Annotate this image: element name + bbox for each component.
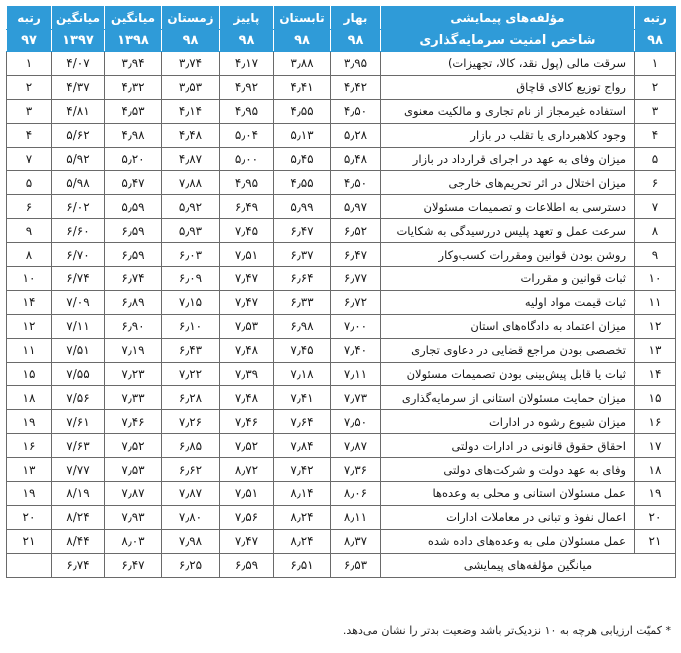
cell-autumn: ۷٫۵۶ xyxy=(220,505,274,529)
cell-winter: ۴٫۴۸ xyxy=(162,123,220,147)
cell-winter: ۵٫۹۳ xyxy=(162,219,220,243)
cell-avg1397: ۶/۰۲ xyxy=(52,195,105,219)
cell-spring: ۵٫۹۷ xyxy=(331,195,381,219)
cell-avg1398: ۶٫۸۹ xyxy=(105,290,162,314)
cell-spring: ۶٫۷۲ xyxy=(331,290,381,314)
cell-summer: ۸٫۲۴ xyxy=(274,505,331,529)
cell-component: میزان شیوع رشوه در ادارات xyxy=(381,410,635,434)
header-winter-year: ۹۸ xyxy=(162,30,220,52)
cell-summer: ۷٫۴۲ xyxy=(274,458,331,482)
cell-avg1397: ۴/۳۷ xyxy=(52,75,105,99)
cell-component: استفاده غیرمجاز از نام تجاری و مالکیت معنوی xyxy=(381,99,635,123)
cell-autumn: ۷٫۴۸ xyxy=(220,338,274,362)
cell-component: میزان حمایت مسئولان استانی از سرمایه‌گذاری xyxy=(381,386,635,410)
cell-winter: ۵٫۹۲ xyxy=(162,195,220,219)
cell-autumn: ۷٫۴۶ xyxy=(220,410,274,434)
cell-component: عمل مسئولان استانی و محلی به وعده‌ها xyxy=(381,482,635,506)
cell-avg1398: ۵٫۴۷ xyxy=(105,171,162,195)
cell-rank98: ۱۸ xyxy=(635,458,676,482)
cell-summer: ۴٫۴۱ xyxy=(274,75,331,99)
cell-summer: ۶٫۹۸ xyxy=(274,314,331,338)
table-row xyxy=(7,219,676,243)
cell-avg1398: ۶٫۷۴ xyxy=(105,267,162,291)
cell-rank98: ۳ xyxy=(635,99,676,123)
table-row xyxy=(7,195,676,219)
cell-component: احقاق حقوق قانونی در ادارات دولتی xyxy=(381,434,635,458)
cell-summer: ۶٫۴۷ xyxy=(274,219,331,243)
cell-winter: ۷٫۲۶ xyxy=(162,410,220,434)
avg-spring: ۶٫۵۳ xyxy=(331,553,381,577)
cell-autumn: ۵٫۰۰ xyxy=(220,147,274,171)
cell-spring: ۷٫۵۰ xyxy=(331,410,381,434)
cell-rank97: ۸ xyxy=(7,243,52,267)
cell-rank97: ۲ xyxy=(7,75,52,99)
cell-component: اعمال نفوذ و تبانی در معاملات ادارات xyxy=(381,505,635,529)
cell-winter: ۳٫۵۳ xyxy=(162,75,220,99)
cell-summer: ۳٫۸۸ xyxy=(274,52,331,76)
cell-avg1398: ۴٫۳۲ xyxy=(105,75,162,99)
cell-summer: ۷٫۴۱ xyxy=(274,386,331,410)
cell-rank98: ۱۶ xyxy=(635,410,676,434)
cell-avg1398: ۷٫۲۳ xyxy=(105,362,162,386)
cell-summer: ۵٫۱۳ xyxy=(274,123,331,147)
cell-rank98: ۷ xyxy=(635,195,676,219)
cell-autumn: ۷٫۵۱ xyxy=(220,482,274,506)
cell-rank98: ۲ xyxy=(635,75,676,99)
cell-spring: ۷٫۷۳ xyxy=(331,386,381,410)
cell-spring: ۷٫۸۷ xyxy=(331,434,381,458)
cell-winter: ۴٫۸۷ xyxy=(162,147,220,171)
cell-avg1398: ۵٫۲۰ xyxy=(105,147,162,171)
cell-spring: ۴٫۴۲ xyxy=(331,75,381,99)
cell-avg1397: ۶/۶۰ xyxy=(52,219,105,243)
cell-component: وجود کلاهبرداری یا تقلب در بازار xyxy=(381,123,635,147)
cell-rank98: ۶ xyxy=(635,171,676,195)
cell-summer: ۶٫۳۳ xyxy=(274,290,331,314)
cell-rank98: ۱۲ xyxy=(635,314,676,338)
cell-rank97: ۷ xyxy=(7,147,52,171)
table-row xyxy=(7,171,676,195)
cell-rank97: ۳ xyxy=(7,99,52,123)
table-row xyxy=(7,505,676,529)
cell-avg1397: ۵/۶۲ xyxy=(52,123,105,147)
cell-rank97: ۲۰ xyxy=(7,505,52,529)
cell-autumn: ۷٫۴۷ xyxy=(220,529,274,553)
cell-avg1398: ۷٫۵۲ xyxy=(105,434,162,458)
cell-component: سرعت عمل و تعهد پلیس دررسیدگی به شکایات xyxy=(381,219,635,243)
cell-rank97: ۱۱ xyxy=(7,338,52,362)
cell-summer: ۶٫۳۷ xyxy=(274,243,331,267)
cell-winter: ۷٫۲۲ xyxy=(162,362,220,386)
cell-rank97: ۹ xyxy=(7,219,52,243)
table-row xyxy=(7,338,676,362)
table-row xyxy=(7,267,676,291)
cell-rank98: ۱۳ xyxy=(635,338,676,362)
table-row xyxy=(7,529,676,553)
cell-spring: ۷٫۴۰ xyxy=(331,338,381,362)
cell-autumn: ۷٫۴۷ xyxy=(220,267,274,291)
cell-summer: ۸٫۲۴ xyxy=(274,529,331,553)
cell-winter: ۶٫۸۵ xyxy=(162,434,220,458)
table-body xyxy=(7,52,676,578)
cell-rank98: ۱۷ xyxy=(635,434,676,458)
average-row xyxy=(7,553,676,577)
header-avg1397-year: ۱۳۹۷ xyxy=(52,30,105,52)
table-row xyxy=(7,410,676,434)
cell-avg1397: ۷/۱۱ xyxy=(52,314,105,338)
header-summer-year: ۹۸ xyxy=(274,30,331,52)
cell-autumn: ۷٫۵۱ xyxy=(220,243,274,267)
header-rank98: رتبه xyxy=(635,7,676,30)
cell-winter: ۷٫۸۰ xyxy=(162,505,220,529)
cell-rank97: ۶ xyxy=(7,195,52,219)
cell-spring: ۴٫۵۰ xyxy=(331,99,381,123)
cell-rank97: ۱۹ xyxy=(7,482,52,506)
average-row-label: میانگین مؤلفه‌های پیمایشی xyxy=(381,553,676,577)
cell-avg1397: ۴/۸۱ xyxy=(52,99,105,123)
cell-avg1398: ۷٫۴۶ xyxy=(105,410,162,434)
cell-avg1397: ۷/۶۱ xyxy=(52,410,105,434)
cell-spring: ۴٫۵۰ xyxy=(331,171,381,195)
cell-autumn: ۶٫۴۹ xyxy=(220,195,274,219)
cell-rank98: ۱ xyxy=(635,52,676,76)
cell-spring: ۵٫۲۸ xyxy=(331,123,381,147)
cell-spring: ۶٫۷۷ xyxy=(331,267,381,291)
cell-summer: ۷٫۸۴ xyxy=(274,434,331,458)
header-component: مؤلفه‌های پیمایشی xyxy=(381,7,635,30)
cell-rank97: ۴ xyxy=(7,123,52,147)
cell-rank97: ۱۶ xyxy=(7,434,52,458)
cell-avg1398: ۷٫۵۳ xyxy=(105,458,162,482)
cell-summer: ۶٫۶۴ xyxy=(274,267,331,291)
cell-winter: ۳٫۷۴ xyxy=(162,52,220,76)
cell-winter: ۷٫۹۸ xyxy=(162,529,220,553)
cell-rank98: ۵ xyxy=(635,147,676,171)
cell-avg1398: ۵٫۵۹ xyxy=(105,195,162,219)
cell-winter: ۶٫۲۸ xyxy=(162,386,220,410)
cell-spring: ۷٫۱۱ xyxy=(331,362,381,386)
header-index-name: شاخص امنیت سرمایه‌گذاری xyxy=(381,30,635,52)
cell-rank97: ۱ xyxy=(7,52,52,76)
cell-spring: ۳٫۹۵ xyxy=(331,52,381,76)
table-row xyxy=(7,458,676,482)
header-autumn: پاییز xyxy=(220,7,274,30)
header-summer: تابستان xyxy=(274,7,331,30)
cell-avg1397: ۶/۷۰ xyxy=(52,243,105,267)
cell-avg1398: ۶٫۵۹ xyxy=(105,243,162,267)
cell-autumn: ۴٫۹۲ xyxy=(220,75,274,99)
avg-1397: ۶٫۷۴ xyxy=(52,553,105,577)
cell-autumn: ۸٫۷۲ xyxy=(220,458,274,482)
cell-winter: ۷٫۸۷ xyxy=(162,482,220,506)
cell-autumn: ۷٫۴۷ xyxy=(220,290,274,314)
cell-avg1398: ۶٫۹۰ xyxy=(105,314,162,338)
cell-avg1397: ۷/۷۷ xyxy=(52,458,105,482)
header-autumn-year: ۹۸ xyxy=(220,30,274,52)
cell-summer: ۴٫۵۵ xyxy=(274,99,331,123)
cell-spring: ۸٫۱۱ xyxy=(331,505,381,529)
cell-rank98: ۹ xyxy=(635,243,676,267)
cell-avg1398: ۶٫۵۹ xyxy=(105,219,162,243)
cell-winter: ۶٫۰۹ xyxy=(162,267,220,291)
cell-autumn: ۷٫۴۸ xyxy=(220,386,274,410)
table-row xyxy=(7,99,676,123)
table-row xyxy=(7,147,676,171)
header-avg1398: میانگین xyxy=(105,7,162,30)
cell-rank97: ۱۰ xyxy=(7,267,52,291)
cell-component: وفای به عهد دولت و شرکت‌های دولتی xyxy=(381,458,635,482)
cell-avg1397: ۸/۲۴ xyxy=(52,505,105,529)
cell-avg1397: ۷/۵۶ xyxy=(52,386,105,410)
cell-rank97: ۱۲ xyxy=(7,314,52,338)
cell-component: سرقت مالی (پول نقد، کالا، تجهیزات) xyxy=(381,52,635,76)
cell-avg1398: ۷٫۹۳ xyxy=(105,505,162,529)
cell-autumn: ۴٫۹۵ xyxy=(220,99,274,123)
cell-spring: ۸٫۰۶ xyxy=(331,482,381,506)
cell-avg1398: ۸٫۰۳ xyxy=(105,529,162,553)
cell-winter: ۶٫۰۳ xyxy=(162,243,220,267)
cell-avg1397: ۷/۶۳ xyxy=(52,434,105,458)
cell-component: تخصصی بودن مراجع قضایی در دعاوی تجاری xyxy=(381,338,635,362)
cell-rank97: ۱۴ xyxy=(7,290,52,314)
cell-avg1397: ۷/۰۹ xyxy=(52,290,105,314)
cell-rank97: ۲۱ xyxy=(7,529,52,553)
cell-component: ثبات قوانین و مقررات xyxy=(381,267,635,291)
cell-autumn: ۵٫۰۴ xyxy=(220,123,274,147)
cell-autumn: ۷٫۴۵ xyxy=(220,219,274,243)
cell-rank98: ۱۹ xyxy=(635,482,676,506)
header-spring-year: ۹۸ xyxy=(331,30,381,52)
cell-rank98: ۱۰ xyxy=(635,267,676,291)
cell-component: ثبات قیمت مواد اولیه xyxy=(381,290,635,314)
cell-autumn: ۷٫۵۲ xyxy=(220,434,274,458)
cell-winter: ۶٫۶۲ xyxy=(162,458,220,482)
cell-winter: ۴٫۱۴ xyxy=(162,99,220,123)
cell-avg1398: ۴٫۵۳ xyxy=(105,99,162,123)
avg-1398: ۶٫۴۷ xyxy=(105,553,162,577)
cell-summer: ۸٫۱۴ xyxy=(274,482,331,506)
cell-winter: ۶٫۴۳ xyxy=(162,338,220,362)
cell-winter: ۷٫۸۸ xyxy=(162,171,220,195)
cell-avg1398: ۷٫۱۹ xyxy=(105,338,162,362)
cell-component: عمل مسئولان ملی به وعده‌های داده شده xyxy=(381,529,635,553)
cell-component: ثبات یا قابل پیش‌بینی بودن تصمیمات مسئولان xyxy=(381,362,635,386)
header-winter: زمستان xyxy=(162,7,220,30)
cell-rank97: ۱۹ xyxy=(7,410,52,434)
header-rank97-year: ۹۷ xyxy=(7,30,52,52)
cell-spring: ۶٫۴۷ xyxy=(331,243,381,267)
cell-component: میزان اختلال در اثر تحریم‌های خارجی xyxy=(381,171,635,195)
avg-summer: ۶٫۵۱ xyxy=(274,553,331,577)
cell-component: روشن بودن قوانین ومقررات کسب‌وکار xyxy=(381,243,635,267)
table-header xyxy=(7,7,676,52)
cell-spring: ۷٫۰۰ xyxy=(331,314,381,338)
table-row xyxy=(7,482,676,506)
cell-winter: ۷٫۱۵ xyxy=(162,290,220,314)
cell-avg1397: ۷/۵۱ xyxy=(52,338,105,362)
cell-rank98: ۴ xyxy=(635,123,676,147)
cell-component: رواج توزیع کالای قاچاق xyxy=(381,75,635,99)
cell-summer: ۷٫۴۵ xyxy=(274,338,331,362)
header-avg1397: میانگین xyxy=(52,7,105,30)
cell-spring: ۸٫۳۷ xyxy=(331,529,381,553)
cell-spring: ۵٫۴۸ xyxy=(331,147,381,171)
cell-rank98: ۲۱ xyxy=(635,529,676,553)
cell-rank97: ۱۵ xyxy=(7,362,52,386)
cell-winter: ۶٫۱۰ xyxy=(162,314,220,338)
cell-avg1397: ۷/۵۵ xyxy=(52,362,105,386)
cell-avg1397: ۸/۴۴ xyxy=(52,529,105,553)
cell-summer: ۵٫۴۵ xyxy=(274,147,331,171)
cell-avg1397: ۵/۹۸ xyxy=(52,171,105,195)
cell-spring: ۷٫۳۶ xyxy=(331,458,381,482)
cell-avg1398: ۴٫۹۸ xyxy=(105,123,162,147)
header-rank97: رتبه xyxy=(7,7,52,30)
cell-rank98: ۸ xyxy=(635,219,676,243)
cell-summer: ۷٫۱۸ xyxy=(274,362,331,386)
footnote: * کمیّت ارزیابی هرچه به ۱۰ نزدیک‌تر باشد وضعیت بدتر را نشان می‌دهد. xyxy=(342,624,671,637)
cell-autumn: ۴٫۱۷ xyxy=(220,52,274,76)
cell-avg1397: ۵/۹۲ xyxy=(52,147,105,171)
avg-rank97 xyxy=(7,553,52,577)
table-row xyxy=(7,290,676,314)
table-row xyxy=(7,434,676,458)
cell-component: دسترسی به اطلاعات و تصمیمات مسئولان xyxy=(381,195,635,219)
cell-component: میزان وفای به عهد در اجرای قرارداد در بازار xyxy=(381,147,635,171)
header-spring: بهار xyxy=(331,7,381,30)
cell-avg1397: ۶/۷۴ xyxy=(52,267,105,291)
cell-avg1398: ۷٫۸۷ xyxy=(105,482,162,506)
table-row xyxy=(7,123,676,147)
investment-security-table xyxy=(6,6,676,578)
table-row xyxy=(7,243,676,267)
cell-avg1398: ۳٫۹۴ xyxy=(105,52,162,76)
table-row xyxy=(7,362,676,386)
cell-rank98: ۲۰ xyxy=(635,505,676,529)
cell-autumn: ۷٫۳۹ xyxy=(220,362,274,386)
header-avg1398-year: ۱۳۹۸ xyxy=(105,30,162,52)
cell-avg1397: ۴/۰۷ xyxy=(52,52,105,76)
cell-rank97: ۵ xyxy=(7,171,52,195)
cell-autumn: ۷٫۵۳ xyxy=(220,314,274,338)
cell-component: میزان اعتماد به دادگاه‌های استان xyxy=(381,314,635,338)
cell-avg1397: ۸/۱۹ xyxy=(52,482,105,506)
header-rank98-year: ۹۸ xyxy=(635,30,676,52)
table-row xyxy=(7,75,676,99)
cell-rank97: ۱۳ xyxy=(7,458,52,482)
avg-winter: ۶٫۲۵ xyxy=(162,553,220,577)
cell-summer: ۷٫۶۴ xyxy=(274,410,331,434)
cell-summer: ۴٫۵۵ xyxy=(274,171,331,195)
table-row xyxy=(7,52,676,76)
cell-rank97: ۱۸ xyxy=(7,386,52,410)
cell-rank98: ۱۱ xyxy=(635,290,676,314)
cell-spring: ۶٫۵۲ xyxy=(331,219,381,243)
cell-autumn: ۴٫۹۵ xyxy=(220,171,274,195)
cell-rank98: ۱۵ xyxy=(635,386,676,410)
table-row xyxy=(7,386,676,410)
cell-rank98: ۱۴ xyxy=(635,362,676,386)
table-row xyxy=(7,314,676,338)
cell-avg1398: ۷٫۳۳ xyxy=(105,386,162,410)
cell-summer: ۵٫۹۹ xyxy=(274,195,331,219)
avg-autumn: ۶٫۵۹ xyxy=(220,553,274,577)
